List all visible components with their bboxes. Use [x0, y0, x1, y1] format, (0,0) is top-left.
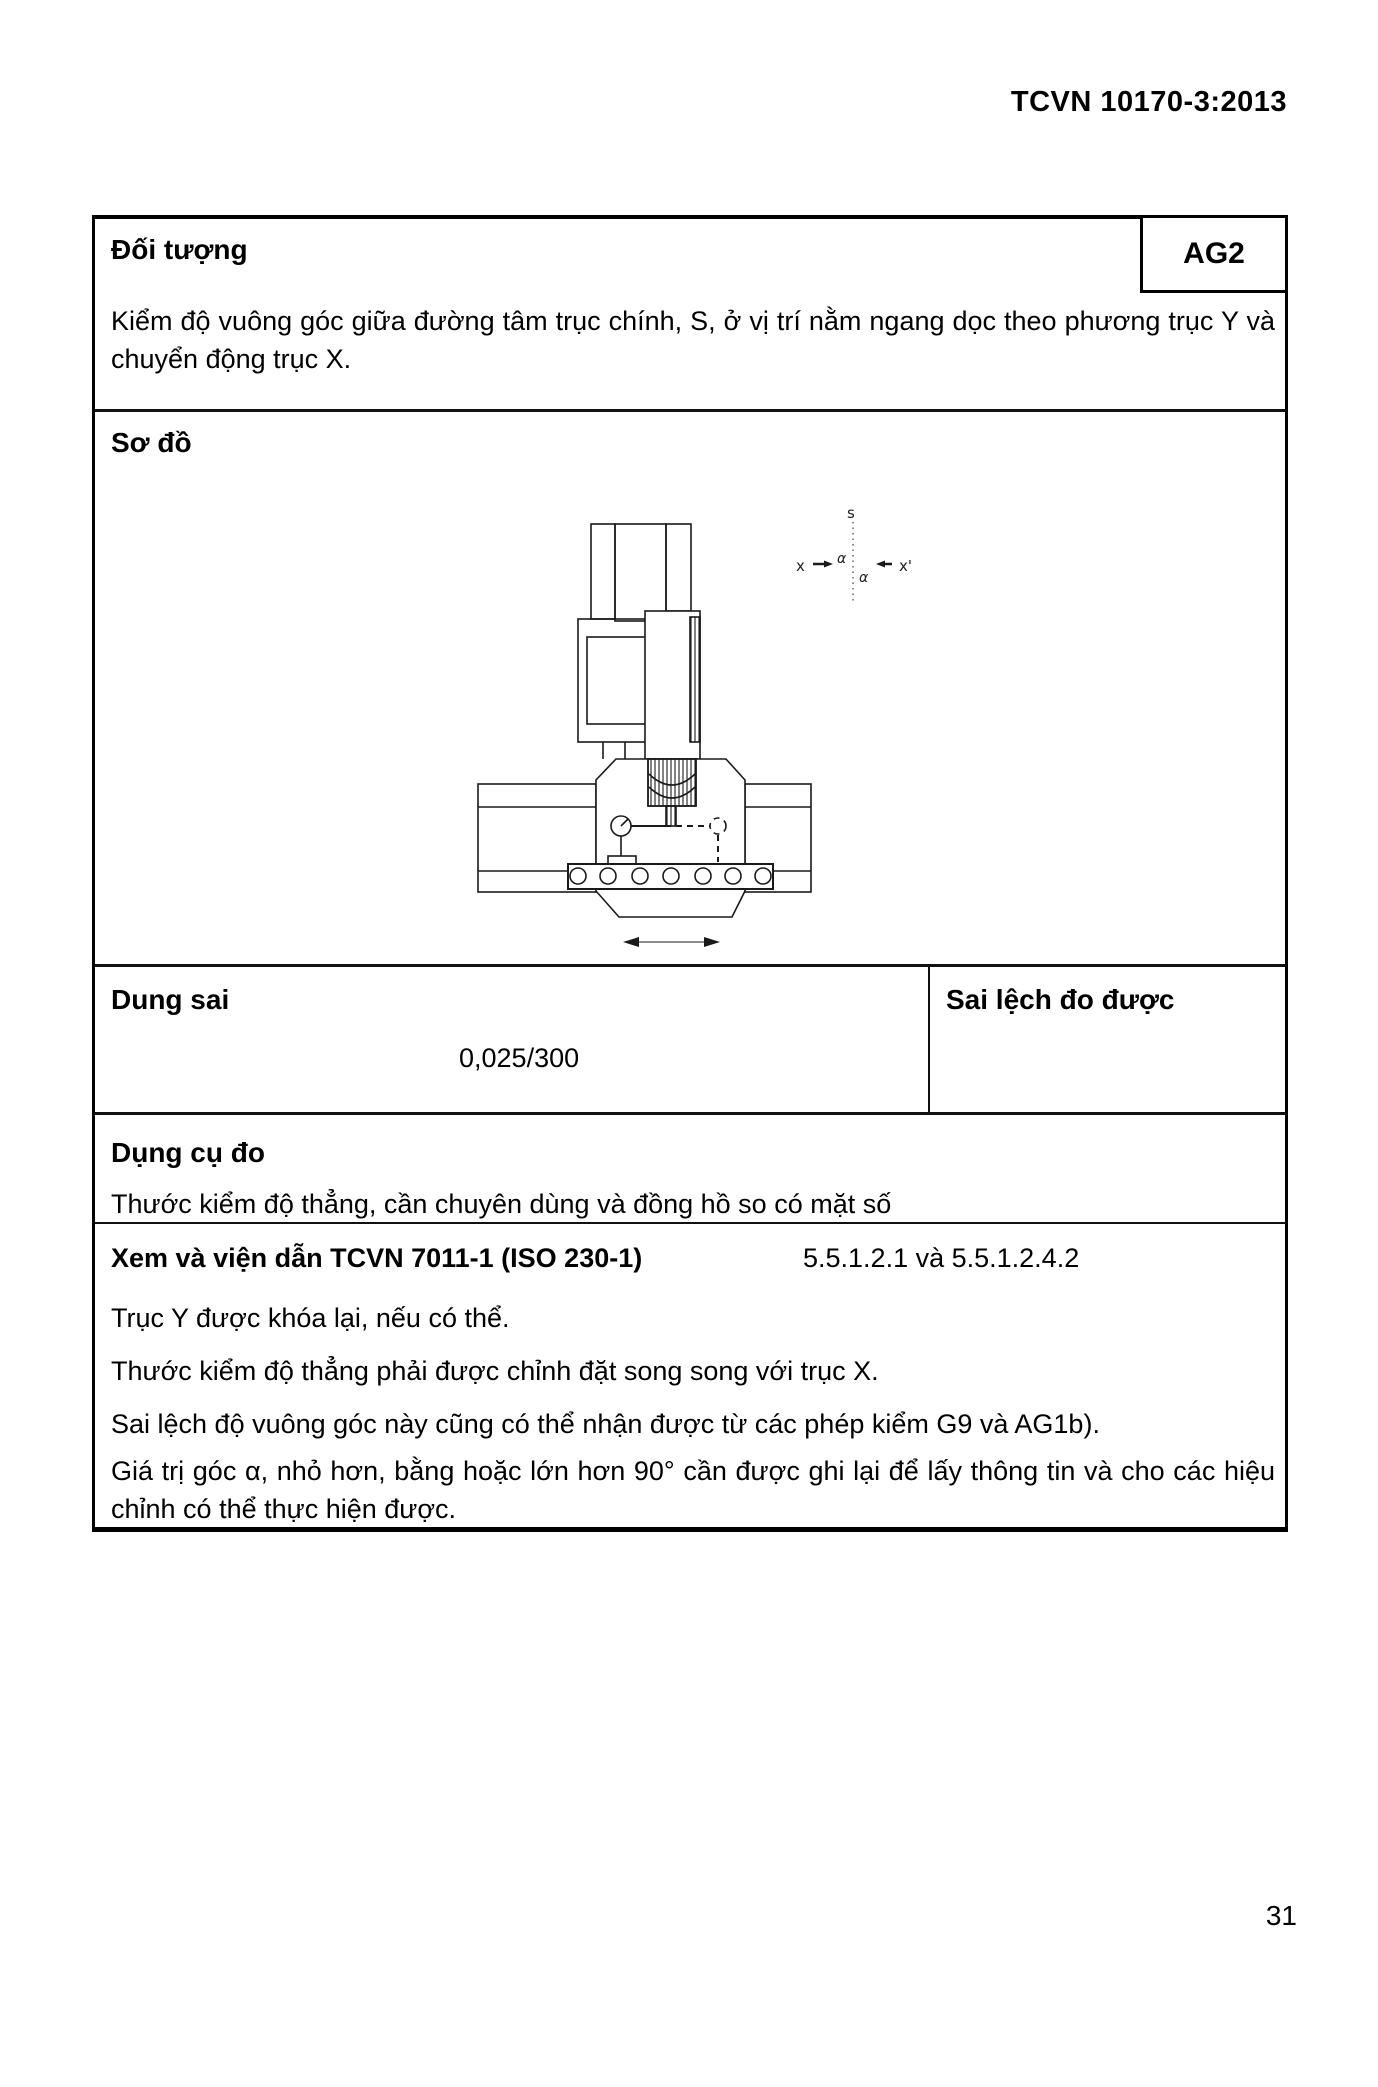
standard-header: TCVN 10170-3:2013	[1010, 86, 1287, 118]
object-label: Đối tượng	[111, 234, 248, 265]
test-card-table	[92, 215, 1288, 1532]
spindle-axis-label: s	[847, 504, 855, 522]
object-description: Kiểm độ vuông góc giữa đường tâm trục chính, S, ở vị trí nằm ngang dọc theo phương trục Y và chuyển động trục X.	[111, 306, 1275, 374]
divider	[95, 964, 1285, 967]
headstock	[578, 619, 653, 759]
machine-diagram-svg	[433, 474, 933, 964]
reference-clauses: 5.5.1.2.1 và 5.5.1.2.4.2	[803, 1243, 1080, 1273]
x-axis-left-label: x	[796, 557, 805, 575]
diagram-label: Sơ đồ	[111, 427, 192, 458]
alpha-upper-label: α	[837, 551, 847, 567]
alpha-lower-label: α	[859, 570, 869, 586]
spindle-housing	[645, 611, 700, 759]
machine-column	[591, 524, 691, 621]
tolerance-label: Dung sai	[111, 984, 230, 1015]
reference-row	[111, 1243, 1269, 1283]
x-travel-arrow	[623, 937, 720, 947]
measured-deviation-label: Sai lệch đo được	[946, 984, 1175, 1015]
observation-2: Thước kiểm độ thẳng phải được chỉnh đặt song song với trục X.	[111, 1356, 879, 1386]
observation-3: Sai lệch độ vuông góc này cũng có thể nhận được từ các phép kiểm G9 và AG1b).	[111, 1409, 1100, 1439]
axis-indicator	[813, 522, 892, 602]
column-divider	[928, 964, 930, 1112]
observation-1: Trục Y được khóa lại, nếu có thể.	[111, 1303, 510, 1333]
reference-label: Xem và viện dẫn TCVN 7011-1 (ISO 230-1)	[111, 1243, 643, 1273]
instruments-text: Thước kiểm độ thẳng, cần chuyên dùng và đồng hồ so có mặt số	[111, 1189, 892, 1219]
divider	[95, 409, 1285, 412]
machine-diagram	[433, 474, 933, 964]
page-number: 31	[1265, 1900, 1297, 1931]
straightedge-with-rollers	[568, 864, 773, 889]
observation-4: Giá trị góc α, nhỏ hơn, bằng hoặc lớn hơn 90° cần được ghi lại để lấy thông tin và cho các hiệu chỉnh có thể thực hiện được.	[111, 1456, 1275, 1524]
x-axis-right-label: x'	[899, 557, 913, 575]
instruments-label: Dụng cụ đo	[111, 1137, 265, 1168]
tolerance-value: 0,025/300	[459, 1043, 580, 1073]
divider-thin	[95, 1222, 1285, 1224]
test-code-badge: AG2	[1140, 215, 1288, 293]
divider	[95, 1112, 1285, 1115]
